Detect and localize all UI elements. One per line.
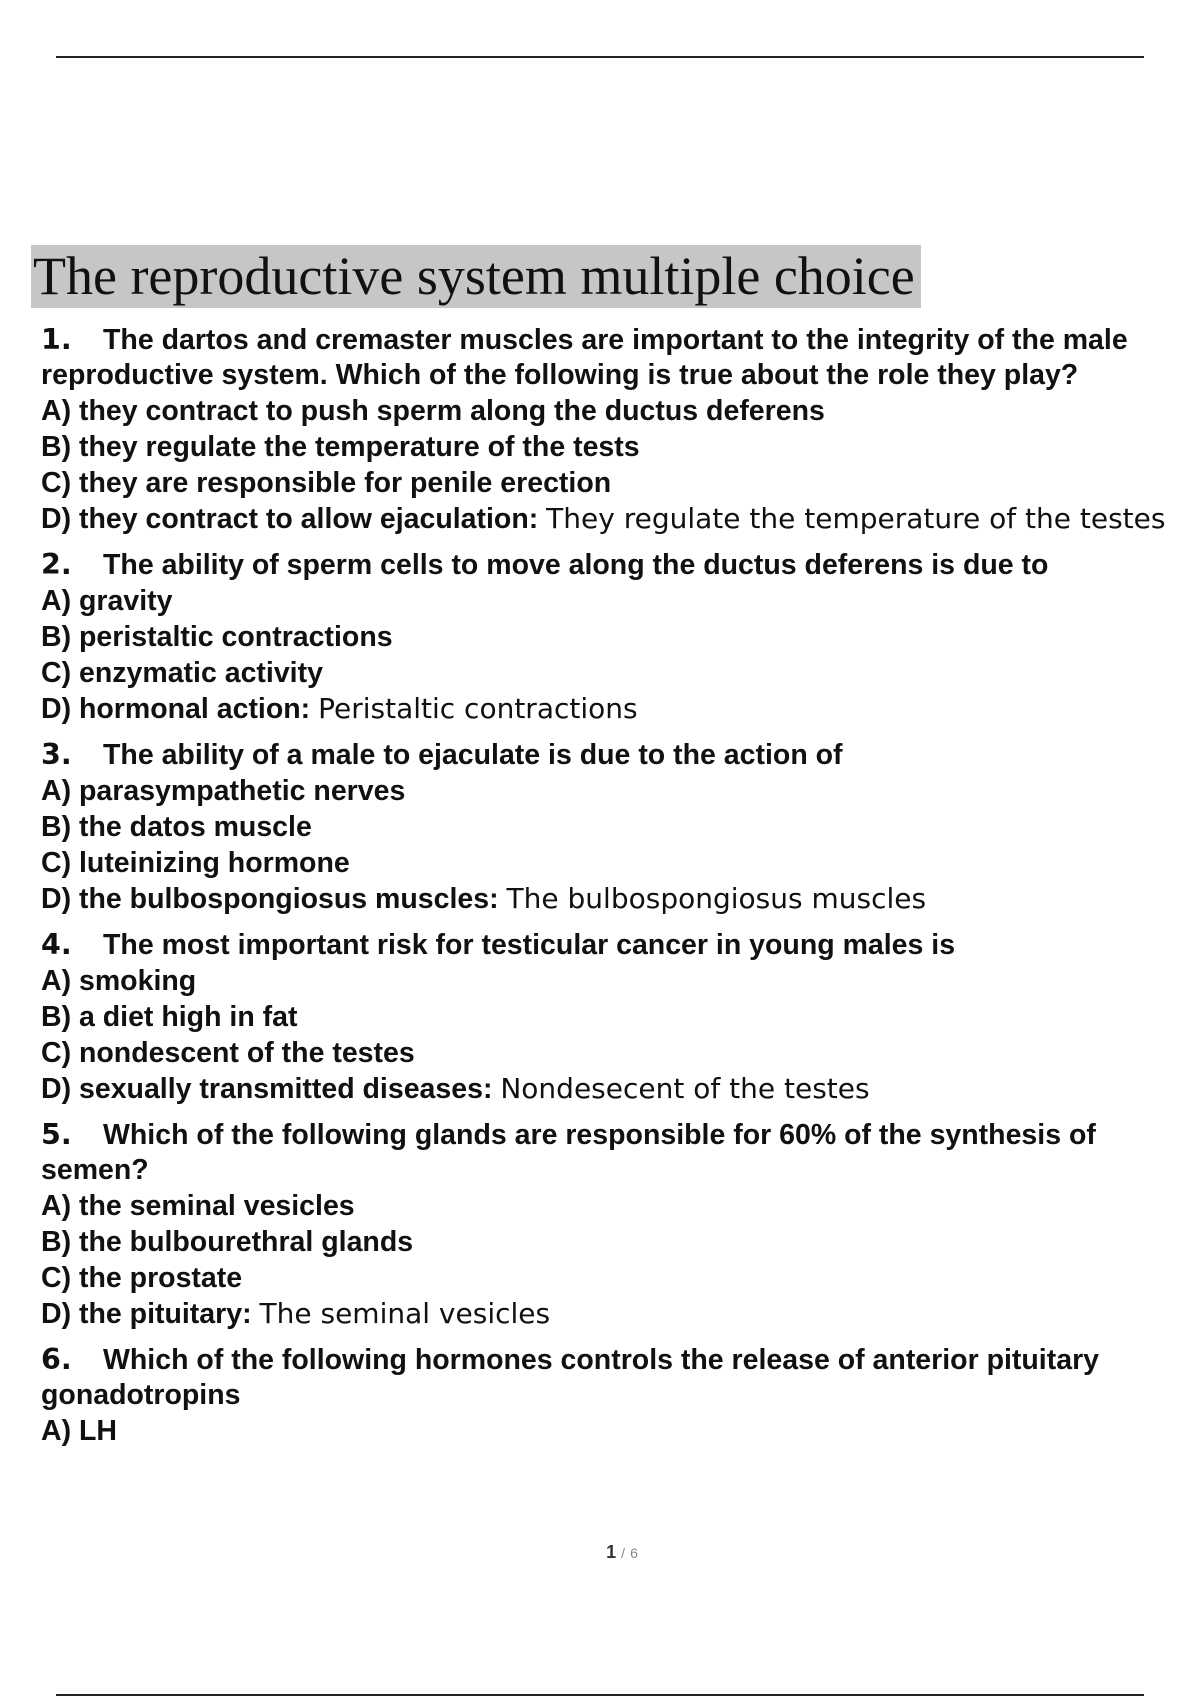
question-stem: The dartos and cremaster muscles are important to the integrity of the male reproductive system. Which of the following is true about the role they play?: [41, 324, 1128, 391]
option-b: B) a diet high in fat: [41, 1001, 298, 1033]
option-c: C) luteinizing hormone: [41, 847, 350, 879]
question-stem: Which of the following glands are responsible for 60% of the synthesis of semen?: [41, 1119, 1096, 1186]
option-c: C) they are responsible for penile erection: [41, 467, 612, 499]
option-b: B) the datos muscle: [41, 811, 312, 843]
option-d: D) the pituitary:: [41, 1298, 252, 1330]
question-number: 3.: [41, 738, 72, 771]
option-d: D) hormonal action:: [41, 693, 311, 725]
question-list: [41, 322, 1191, 1459]
answer-text: They regulate the temperature of the testes: [546, 502, 1166, 535]
question-text: [41, 322, 1191, 393]
answer-text: The seminal vesicles: [259, 1297, 551, 1330]
option-d: D) sexually transmitted diseases:: [41, 1073, 493, 1105]
option-c: C) enzymatic activity: [41, 657, 323, 689]
option-d-with-answer: [41, 1071, 1191, 1107]
bottom-rule: [56, 1694, 1144, 1696]
question-5: [41, 1117, 1191, 1332]
page-separator: /: [621, 1545, 626, 1561]
option-a: A) they contract to push sperm along the ductus deferens: [41, 395, 825, 427]
page-number: [0, 1542, 1200, 1563]
question-2: [41, 547, 1191, 727]
question-stem: The most important risk for testicular cancer in young males is: [103, 929, 956, 961]
top-rule: [56, 56, 1144, 58]
option-a: A) LH: [41, 1415, 117, 1447]
option-c: C) nondescent of the testes: [41, 1037, 415, 1069]
document-title: The reproductive system multiple choice: [31, 245, 921, 308]
option-b: B) they regulate the temperature of the tests: [41, 431, 640, 463]
option-a: A) the seminal vesicles: [41, 1190, 355, 1222]
question-text: [41, 547, 1191, 583]
question-6: [41, 1342, 1191, 1449]
question-number: 4.: [41, 928, 72, 961]
question-stem: The ability of a male to ejaculate is due to the action of: [103, 739, 843, 771]
option-a: A) gravity: [41, 585, 173, 617]
question-1: [41, 322, 1191, 537]
question-text: [41, 1117, 1191, 1188]
option-d-with-answer: [41, 1296, 1191, 1332]
question-number: 6.: [41, 1343, 72, 1376]
option-d: D) they contract to allow ejaculation:: [41, 503, 539, 535]
current-page: 1: [606, 1542, 617, 1562]
answer-text: Peristaltic contractions: [318, 692, 638, 725]
question-stem: Which of the following hormones controls the release of anterior pituitary gonadotropins: [41, 1344, 1100, 1411]
option-d-with-answer: [41, 691, 1191, 727]
question-text: [41, 1342, 1191, 1413]
option-d-with-answer: [41, 501, 1191, 537]
option-d: D) the bulbospongiosus muscles:: [41, 883, 499, 915]
question-text: [41, 737, 1191, 773]
answer-text: Nondesecent of the testes: [500, 1072, 870, 1105]
question-number: 5.: [41, 1118, 72, 1151]
option-d-with-answer: [41, 881, 1191, 917]
answer-text: The bulbospongiosus muscles: [506, 882, 927, 915]
option-a: A) parasympathetic nerves: [41, 775, 406, 807]
question-number: 1.: [41, 323, 72, 356]
question-text: [41, 927, 1191, 963]
total-pages: 6: [630, 1545, 638, 1561]
question-4: [41, 927, 1191, 1107]
option-b: B) the bulbourethral glands: [41, 1226, 414, 1258]
option-a: A) smoking: [41, 965, 197, 997]
question-stem: The ability of sperm cells to move along the ductus deferens is due to: [103, 549, 1049, 581]
option-b: B) peristaltic contractions: [41, 621, 393, 653]
question-3: [41, 737, 1191, 917]
question-number: 2.: [41, 548, 72, 581]
option-c: C) the prostate: [41, 1262, 243, 1294]
